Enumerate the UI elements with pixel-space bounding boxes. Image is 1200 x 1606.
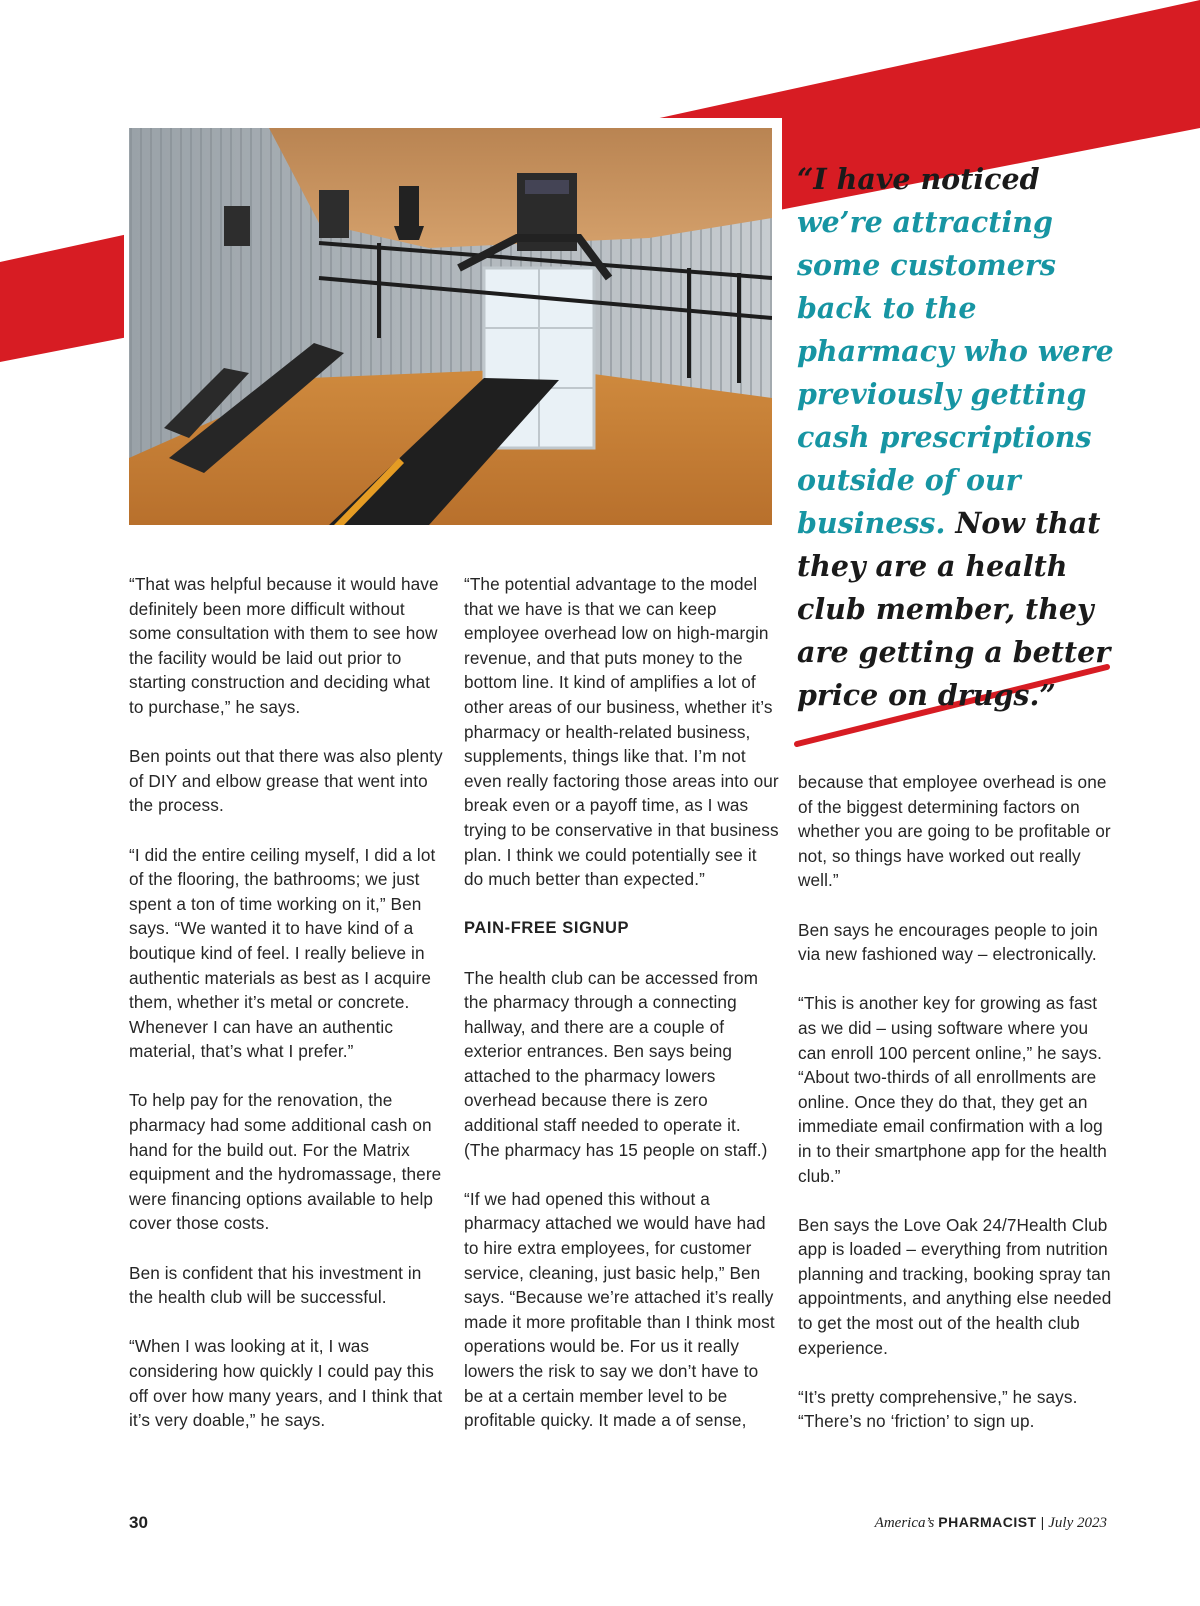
magazine-footer — [875, 1514, 1107, 1532]
paragraph: “It’s pretty comprehensive,” he says. “There’s no ‘friction’ to sign up. — [798, 1386, 1078, 1432]
paragraph: Ben points out that there was also plenty of DIY and elbow grease that went into the process. — [129, 746, 443, 816]
article-column-2 — [464, 572, 779, 1433]
paragraph: Ben says he encourages people to join via new fashioned way – electronically. — [798, 919, 1098, 965]
pull-quote-highlight: we’re attracting some customers back to the pharmacy who were previously getting cash prescriptions outside of our business. — [797, 205, 1114, 540]
magazine-brand: PHARMACIST — [938, 1514, 1037, 1530]
paragraph: “The potential advantage to the model that we have is that we can keep employee overhead low on high-margin revenue, and that puts money to the bottom line. It kind of amplifies a lot of other areas of our business, whether it’s pharmacy or health-related business, supplements, things like that. I’m not even really factoring those areas into our break even or a payoff time, as I was trying to be conservative in that business plan. I think we could potentially see it do much better than expected.” — [464, 574, 779, 890]
paragraph: because that employee overhead is one of the biggest determining factors on whether you are going to be profitable or not, so things have worked out really well.” — [798, 772, 1111, 891]
gym-treadmills-photo — [129, 128, 772, 525]
magazine-prefix: America’s — [874, 1515, 935, 1531]
paragraph: Ben is confident that his investment in the health club will be successful. — [129, 1262, 422, 1308]
pull-quote-open: “I have noticed — [797, 162, 1040, 196]
page-number: 30 — [129, 1513, 148, 1532]
paragraph: The health club can be accessed from the pharmacy through a connecting hallway, and there are a couple of exterior entrances. Ben says being attached to the pharmacy lowers overhead because there is zero additional staff needed to operate it. (The pharmacy has 15 people on staff.) — [464, 967, 768, 1160]
issue-date: July 2023 — [1048, 1515, 1107, 1531]
section-subhead: PAIN-FREE SIGNUP — [464, 919, 630, 938]
paragraph: “If we had opened this without a pharmacy attached we would have had to hire extra employees, for customer service, cleaning, just basic help,” Ben says. “Because we’re attached it’s really made it more profitable than I think most operations would be. For us it really lowers the risk to say we don’t have to be at a certain member level to be profitable quicky. It made a of sense, — [464, 1188, 775, 1431]
article-column-1 — [129, 572, 444, 1433]
paragraph: To help pay for the renovation, the pharmacy had some additional cash on hand for the build out. For the Matrix equipment and the hydromassage, there were financing options available to help cover those costs. — [129, 1090, 442, 1234]
paragraph: Ben says the Love Oak 24/7Health Club app is loaded – everything from nutrition planning and tracking, booking spray tan appointments, and anything else needed to get the most out of the health club experience. — [798, 1214, 1112, 1358]
article-column-3 — [798, 770, 1113, 1434]
paragraph: “When I was looking at it, I was considering how quickly I could pay this off over how many years, and I think that it’s very doable,” he says. — [129, 1336, 443, 1431]
pull-quote-rest: Now that they are a health club member, they are getting a better price on drugs.” — [797, 506, 1111, 712]
paragraph: “This is another key for growing as fast as we did – using software where you can enroll 100 percent online,” he says. “About two-thirds of all enrollments are online. Once they do that, they get an immediate email confirmation with a log in to their smartphone app for the health club.” — [798, 993, 1107, 1186]
pull-quote — [797, 158, 1127, 717]
paragraph: “That was helpful because it would have definitely been more difficult without some consultation with them to see how the facility would be laid out prior to starting construction and deciding what to purchase,” he says. — [129, 574, 439, 717]
paragraph: “I did the entire ceiling myself, I did a lot of the flooring, the bathrooms; we just spent a ton of time working on it,” Ben says. “We wanted it to have kind of a boutique kind of feel. I really believe in authentic materials as best as I acquire them, whether it’s metal or concrete. Whenever I can have an authentic material, that’s what I prefer.” — [129, 844, 436, 1062]
footer-separator: | — [1040, 1514, 1045, 1530]
